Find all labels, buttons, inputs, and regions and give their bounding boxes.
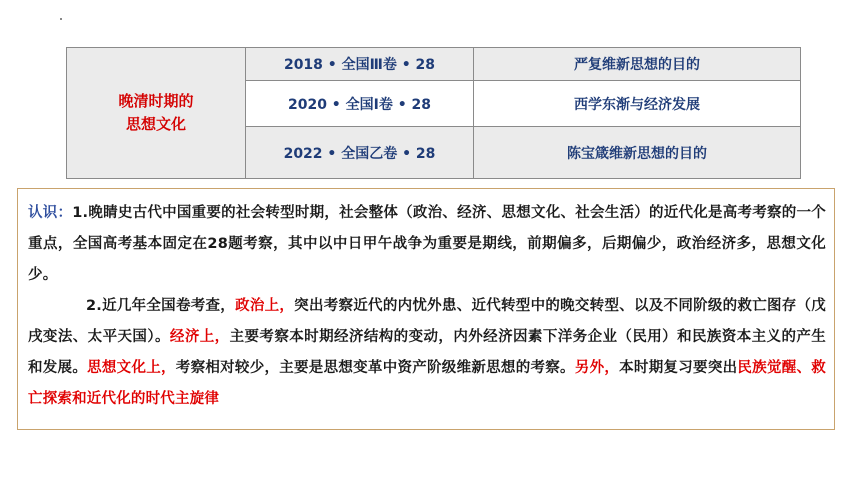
highlight-main-theme: 民族觉醒、救亡探索和近代化的时代主旋律 (28, 360, 826, 407)
exam-topic-cell: 西学东渐与经济发展 (474, 81, 801, 127)
note-label: 认识： (28, 205, 73, 221)
exam-topic-table (66, 47, 801, 179)
highlight-politics: 政治上， (235, 298, 295, 314)
highlight-economy: 经济上， (169, 329, 230, 345)
exam-topic-cell: 陈宝箴维新思想的目的 (474, 127, 801, 179)
exam-paper-cell: 2020 • 全国Ⅰ卷 • 28 (246, 81, 474, 127)
exam-paper-cell: 2022 • 全国乙卷 • 28 (246, 127, 474, 179)
note-p1-text: 1.晚睛史古代中国重要的社会转型时期，社会整体（政治、经济、思想文化、社会生活）的近代化是高考考察的一个重点，全国高考基本固定在28题考察，其中以中日甲午战争为重要是期线，前期偏多，后期偏少，政治经济多，思想文化少。 (28, 205, 826, 283)
highlight-culture: 思想文化上， (87, 360, 176, 376)
exam-topic-cell: 严复维新思想的目的 (474, 48, 801, 81)
note-paragraph-1 (28, 198, 826, 291)
note-p2-text-e: 本时期复习要突出 (619, 360, 738, 376)
note-p2-text-b: 突出考察近代的内忧外患、近代转型中的晚交转型、以及不同阶级的救亡图存（戊戌变法、太平天国）。 (28, 298, 827, 345)
analysis-note-box (17, 188, 835, 430)
highlight-additionally: 另外， (574, 360, 620, 376)
table-row (67, 48, 801, 81)
note-paragraph-2 (28, 291, 826, 415)
decorative-dot (60, 18, 62, 20)
category-line-2: 思想文化 (125, 115, 186, 133)
category-line-1: 晚清时期的 (118, 92, 194, 110)
category-cell (67, 48, 246, 179)
note-p2-text-c: 主要考察本时期经济结构的变动，内外经济因素下洋务企业（民用）和民族资本主义的产生和发展。 (28, 329, 827, 376)
exam-paper-cell: 2018 • 全国Ⅲ卷 • 28 (246, 48, 474, 81)
note-p2-text-d: 考察相对较少，主要是思想变革中资产阶级维新思想的考察。 (175, 360, 575, 376)
note-p2-text-a: 2.近几年全国卷考查， (86, 298, 236, 314)
